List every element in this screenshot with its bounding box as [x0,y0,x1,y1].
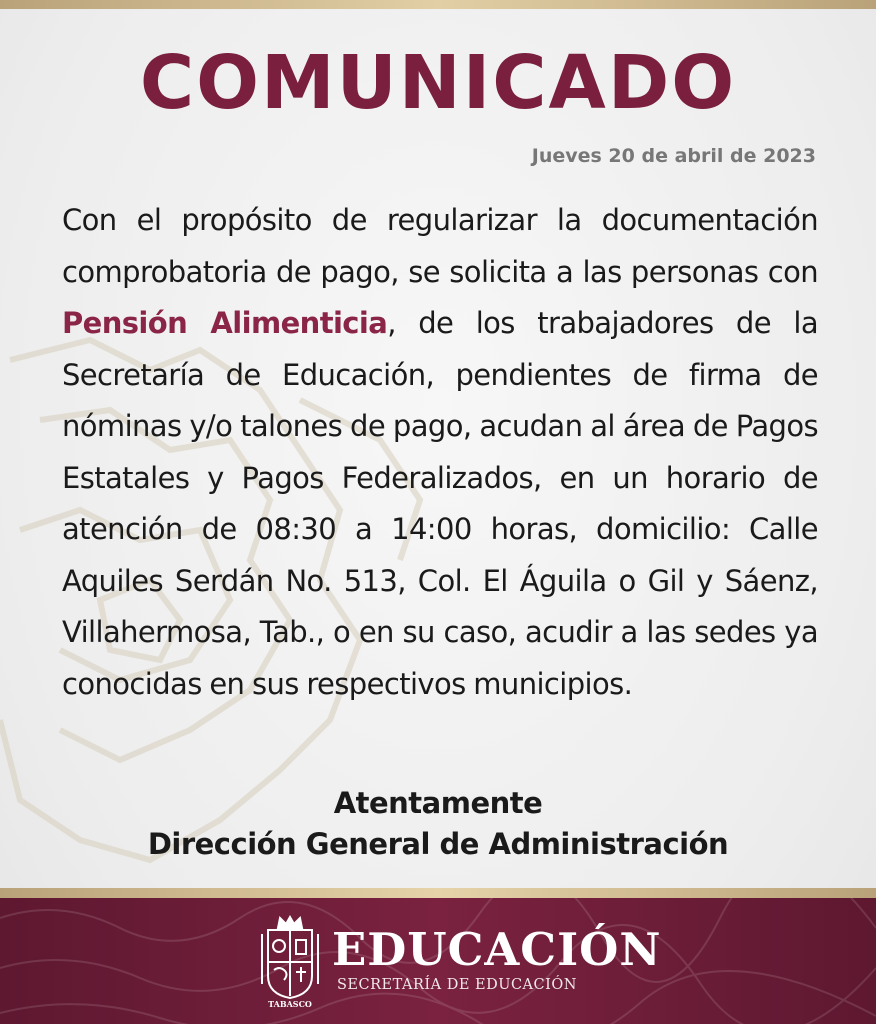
publication-date: Jueves 20 de abril de 2023 [531,145,816,167]
highlighted-term: Pensión Alimenticia [62,306,388,340]
body-text-part1: Con el propósito de regularizar la documentación comprobatoria de pago, se solicita a las personas con [62,203,818,289]
footer-banner [0,898,876,1024]
footer-brand: EDUCACIÓN [332,923,662,976]
tabasco-coat-of-arms-icon [258,914,322,1010]
communique-body [62,195,818,710]
page-title: COMUNICADO [139,40,737,126]
footer-subtitle: SECRETARÍA DE EDUCACIÓN [337,977,577,993]
body-text-part2: , de los trabajadores de la Secretaría de Educación, pendientes de firma de nóminas y/o talones de pago, acudan al área de Pagos Estatales y Pagos Federalizados, en un horario de atención de 08:30 a 14:00 horas, domicilio: Calle Aquiles Serdán No. 513, Col. El Águila o Gil y Sáenz, Villahermosa, Tab., o en su caso, acudir a las sedes ya conocidas en sus respectivos municipios. [62,306,818,701]
seal-label: TABASCO [268,999,312,1009]
bottom-gold-band [0,888,876,898]
top-gold-band [0,0,876,9]
signature-closing: Atentamente [333,786,543,820]
signature-department: Dirección General de Administración [147,827,729,861]
